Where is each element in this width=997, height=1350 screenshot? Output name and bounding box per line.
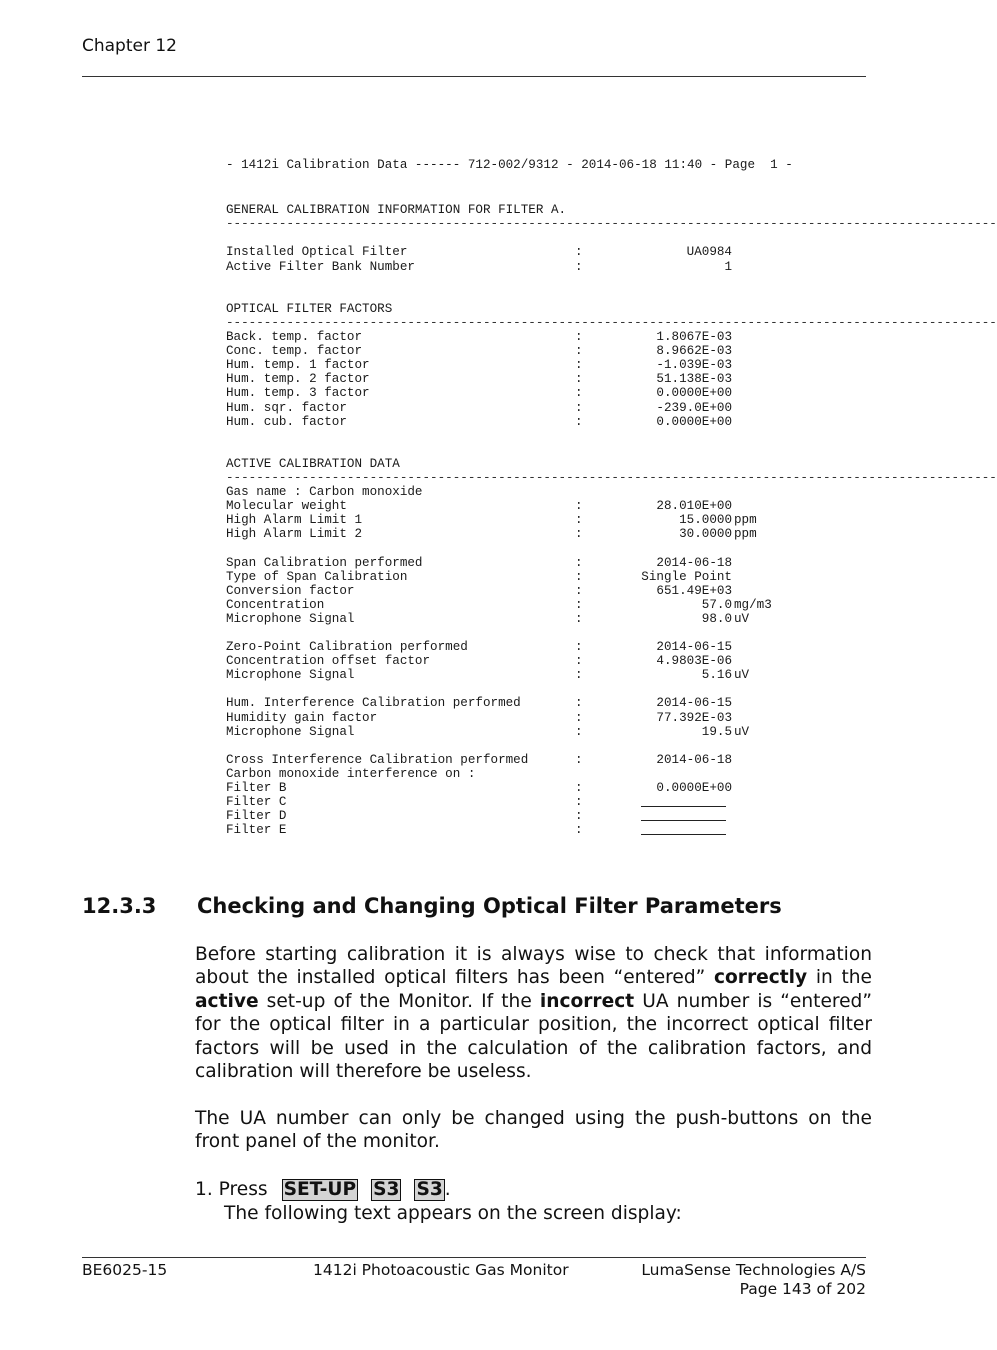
row-label: Type of Span Calibration — [226, 569, 408, 584]
chapter-header: Chapter 12 — [82, 36, 178, 56]
gas-name-line: Gas name : Carbon monoxide — [226, 485, 423, 500]
divider: ------------------------------------------------------------------------------------------------------ — [226, 217, 997, 232]
row-label: High Alarm Limit 2 — [226, 527, 363, 542]
row-value: 0.0000E+00 — [656, 386, 732, 401]
printout-row — [226, 570, 866, 584]
printout-row — [226, 668, 866, 682]
row-value: 15.0000 — [679, 513, 732, 528]
row-colon: : — [575, 527, 583, 542]
row-colon: : — [575, 330, 583, 345]
row-label: Conversion factor — [226, 583, 355, 598]
active-heading: ACTIVE CALIBRATION DATA — [226, 456, 400, 471]
printout-row — [226, 499, 866, 513]
text-run: in the — [807, 967, 872, 989]
row-colon: : — [575, 372, 583, 387]
row-label: High Alarm Limit 1 — [226, 513, 363, 528]
printout-title: - 1412i Calibration Data ------ 712-002/9312 - 2014-06-18 11:40 - Page 1 - — [226, 158, 793, 172]
printout-row — [226, 260, 866, 274]
row-value: 19.5 — [701, 724, 732, 739]
row-value: -1.039E-03 — [656, 358, 732, 373]
row-label: Molecular weight — [226, 499, 347, 514]
row-value: 0.0000E+00 — [656, 781, 732, 796]
row-colon: : — [575, 344, 583, 359]
row-label: Span Calibration performed — [226, 555, 423, 570]
s3-key: S3 — [373, 1179, 400, 1200]
printout-row — [226, 612, 866, 626]
header-rule — [82, 76, 866, 77]
section-title: Checking and Changing Optical Filter Parameters — [197, 894, 782, 918]
printout-row — [226, 358, 866, 372]
row-label: Humidity gain factor — [226, 710, 378, 725]
row-colon: : — [575, 597, 583, 612]
blank-value-line — [641, 820, 726, 821]
printout-row — [226, 513, 866, 527]
row-colon: : — [575, 400, 583, 415]
bold-text: active — [195, 990, 259, 1012]
row-label: Conc. temp. factor — [226, 344, 363, 359]
row-value: 30.0000 — [679, 527, 732, 542]
row-colon: : — [575, 795, 583, 810]
ua-number-paragraph: The UA number can only be changed using the push-buttons on the front panel of the monitor. — [195, 1108, 872, 1153]
row-value: 2014-06-18 — [656, 752, 732, 767]
row-value: -239.0E+00 — [656, 400, 732, 415]
row-colon: : — [575, 724, 583, 739]
printout-row — [226, 696, 866, 710]
row-unit: uV — [734, 611, 750, 626]
printout-row — [226, 372, 866, 386]
printout-row — [226, 527, 866, 541]
row-label: Hum. Interference Calibration performed — [226, 696, 521, 711]
row-value: 4.9803E-06 — [656, 654, 732, 669]
row-value: 77.392E-03 — [656, 710, 732, 725]
blank-value-line — [641, 806, 726, 807]
general-heading: GENERAL CALIBRATION INFORMATION FOR FILTER A. — [226, 203, 567, 218]
row-label: Microphone Signal — [226, 611, 355, 626]
row-unit: ppm — [734, 527, 757, 542]
printout-row — [226, 809, 866, 823]
text-run: set-up of the Monitor. If the — [258, 990, 540, 1012]
blank-value-line — [641, 834, 726, 835]
printout-row — [226, 598, 866, 612]
row-value: 51.138E-03 — [656, 372, 732, 387]
row-label: Hum. sqr. factor — [226, 400, 347, 415]
printout-row — [226, 725, 866, 739]
row-colon: : — [575, 583, 583, 598]
footer-rule — [82, 1257, 866, 1258]
optical-heading: OPTICAL FILTER FACTORS — [226, 301, 393, 316]
row-value: 57.0 — [701, 597, 732, 612]
printout-row — [226, 401, 866, 415]
row-label: Back. temp. factor — [226, 330, 363, 345]
calibration-printout — [226, 158, 997, 838]
footer-product: 1412i Photoacoustic Gas Monitor — [313, 1261, 569, 1279]
row-unit: mg/m3 — [734, 597, 772, 612]
row-unit: uV — [734, 724, 750, 739]
row-colon: : — [575, 696, 583, 711]
row-unit: ppm — [734, 513, 757, 528]
step-prefix: 1. Press — [195, 1179, 268, 1200]
bold-text: correctly — [713, 967, 808, 989]
row-label: Active Filter Bank Number — [226, 259, 415, 274]
row-label: Zero-Point Calibration performed — [226, 640, 468, 655]
row-label: Hum. cub. factor — [226, 414, 347, 429]
row-label: Cross Interference Calibration performed — [226, 752, 529, 767]
printout-row — [226, 386, 866, 400]
row-colon: : — [575, 245, 583, 260]
printout-row — [226, 823, 866, 837]
footer-company: LumaSense Technologies A/S — [641, 1261, 866, 1279]
row-label: Filter E — [226, 823, 287, 838]
row-colon: : — [575, 823, 583, 838]
printout-row — [226, 640, 866, 654]
setup-key: SET-UP — [283, 1179, 357, 1200]
section-number: 12.3.3 — [82, 894, 157, 918]
interference-line: Carbon monoxide interference on : — [226, 766, 476, 781]
row-label: Filter D — [226, 809, 287, 824]
row-label: Microphone Signal — [226, 724, 355, 739]
row-value: 2014-06-15 — [656, 696, 732, 711]
row-label: Filter C — [226, 795, 287, 810]
bold-text: incorrect — [539, 990, 635, 1012]
row-colon: : — [575, 781, 583, 796]
row-colon: : — [575, 640, 583, 655]
row-label: Installed Optical Filter — [226, 245, 408, 260]
row-value: 8.9662E-03 — [656, 344, 732, 359]
row-value: 1.8067E-03 — [656, 330, 732, 345]
printout-row — [226, 654, 866, 668]
row-value: 5.16 — [701, 668, 732, 683]
row-label: Hum. temp. 1 factor — [226, 358, 370, 373]
row-value: 651.49E+03 — [656, 583, 732, 598]
row-colon: : — [575, 386, 583, 401]
row-value: 2014-06-15 — [656, 640, 732, 655]
step-suffix: . — [444, 1179, 451, 1200]
printout-row — [226, 415, 866, 429]
row-label: Filter B — [226, 781, 287, 796]
row-colon: : — [575, 259, 583, 274]
text-run: Before starting calibration it is always wise to check that information about the installed optical filters has been “entered” — [195, 944, 872, 989]
row-label: Microphone Signal — [226, 668, 355, 683]
printout-row — [226, 344, 866, 358]
row-colon: : — [575, 358, 583, 373]
row-label: Concentration — [226, 597, 325, 612]
row-value: 98.0 — [701, 611, 732, 626]
row-colon: : — [575, 499, 583, 514]
row-colon: : — [575, 809, 583, 824]
row-colon: : — [575, 611, 583, 626]
row-colon: : — [575, 513, 583, 528]
row-value: 28.010E+00 — [656, 499, 732, 514]
step-1-description: The following text appears on the screen display: — [224, 1203, 682, 1224]
row-label: Hum. temp. 2 factor — [226, 372, 370, 387]
row-colon: : — [575, 752, 583, 767]
row-colon: : — [575, 569, 583, 584]
row-colon: : — [575, 414, 583, 429]
divider: ------------------------------------------------------------------------------------------------------ — [226, 315, 997, 330]
row-colon: : — [575, 555, 583, 570]
row-value: Single Point — [641, 569, 732, 584]
row-label: Hum. temp. 3 factor — [226, 386, 370, 401]
row-value: UA0984 — [686, 245, 732, 260]
printout-row — [226, 245, 866, 259]
printout-row — [226, 556, 866, 570]
row-label: Concentration offset factor — [226, 654, 431, 669]
printout-row — [226, 795, 866, 809]
row-value: 1 — [724, 259, 732, 274]
printout-row — [226, 711, 866, 725]
s3-key: S3 — [416, 1179, 443, 1200]
intro-paragraph — [195, 943, 872, 1083]
printout-row — [226, 781, 866, 795]
printout-row — [226, 330, 866, 344]
printout-row — [226, 584, 866, 598]
row-value: 2014-06-18 — [656, 555, 732, 570]
row-colon: : — [575, 654, 583, 669]
row-colon: : — [575, 710, 583, 725]
footer-page: Page 143 of 202 — [739, 1280, 866, 1298]
row-colon: : — [575, 668, 583, 683]
divider: ------------------------------------------------------------------------------------------------------ — [226, 470, 997, 485]
cross-interference-row — [226, 753, 866, 767]
row-value: 0.0000E+00 — [656, 414, 732, 429]
text-run: UA number is “entered” for the optical filter in a particular position, the incorrect optical filter factors will be used in the calculation of the calibration factors, and calibration will therefore be useless. — [195, 990, 872, 1083]
footer-doc-id: BE6025-15 — [82, 1261, 168, 1279]
step-1 — [195, 1178, 451, 1202]
row-unit: uV — [734, 668, 750, 683]
